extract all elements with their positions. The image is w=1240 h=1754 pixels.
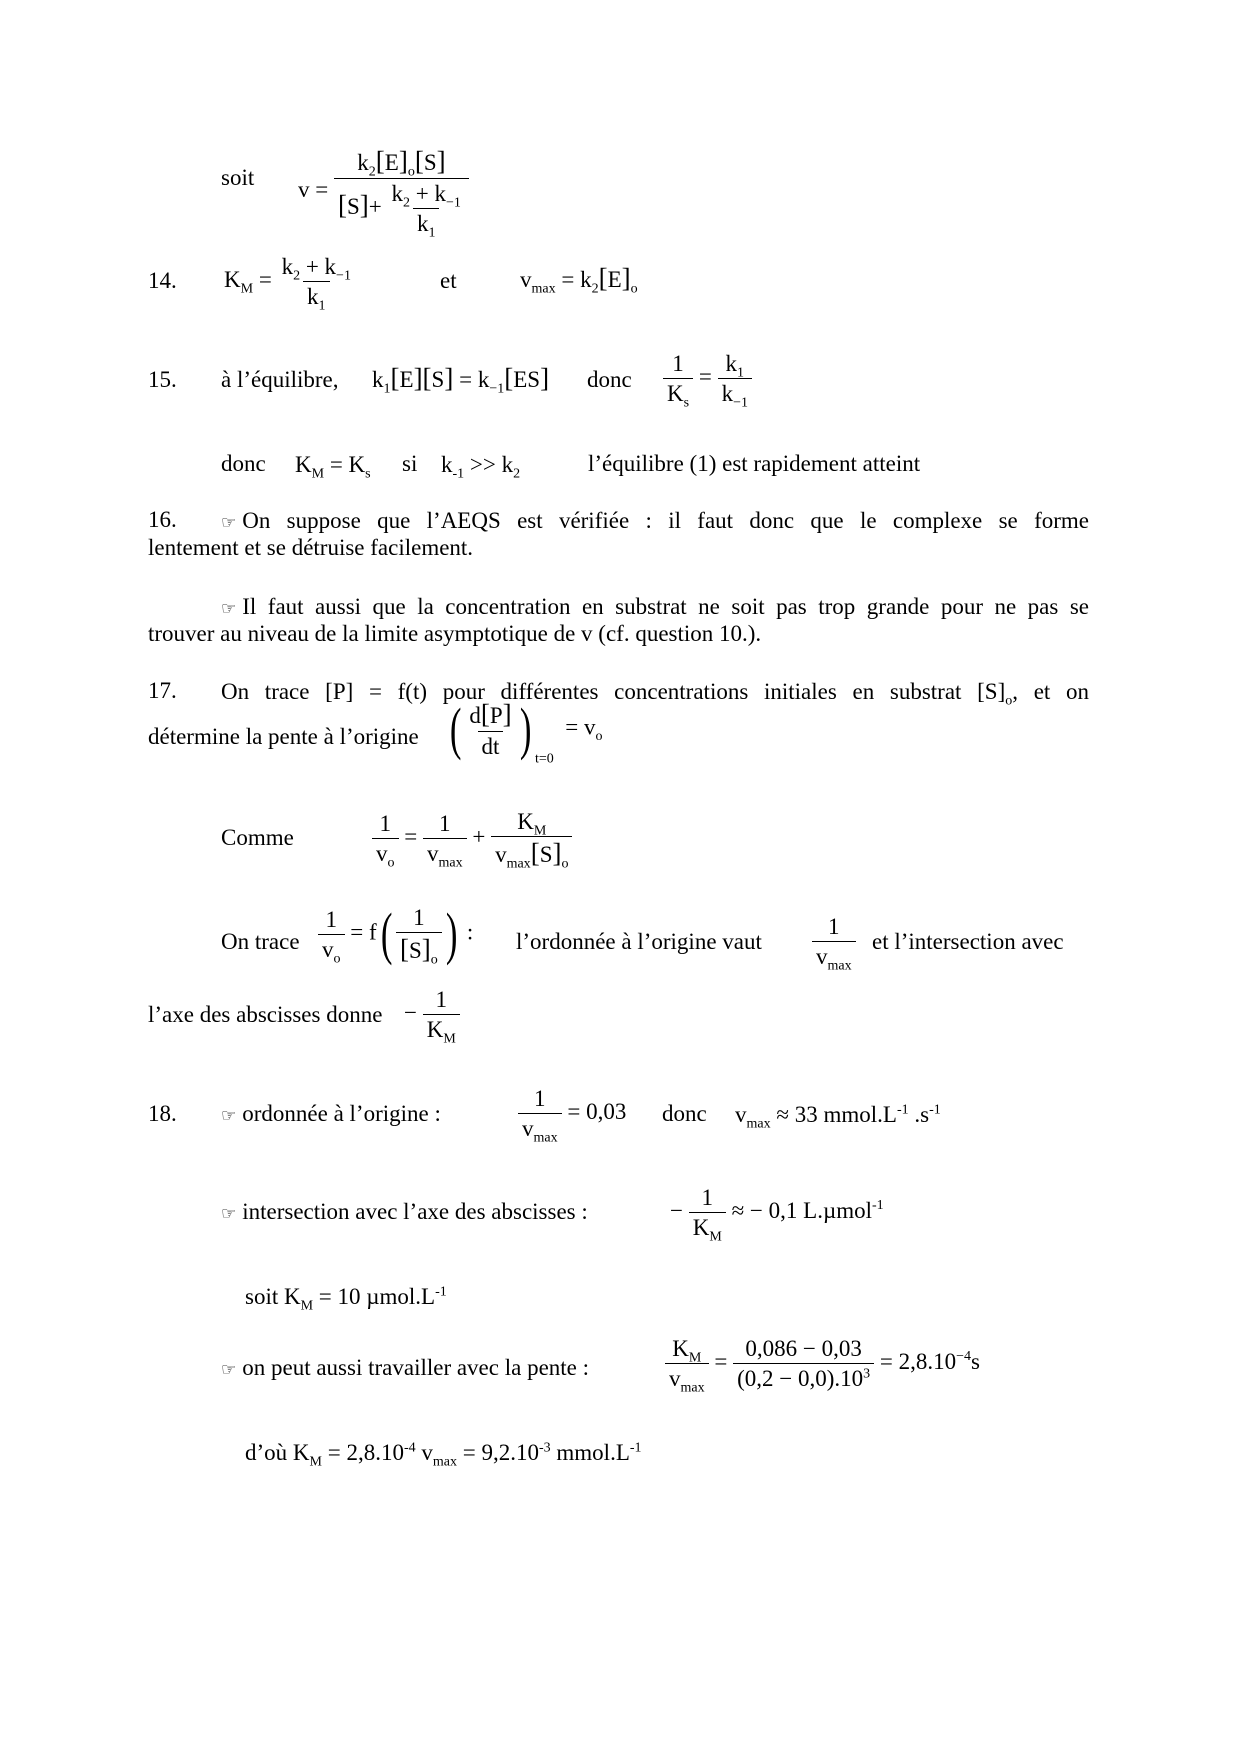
- q16-para2-line2: trouver au niveau de la limite asymptotique de v (cf. question 10.).: [148, 621, 762, 646]
- km-definition: $K_M$ = $\frac{k_2 + k_{-1}}{k_1}$: [224, 254, 351, 314]
- equilibrium-intro: à l’équilibre,: [221, 367, 339, 392]
- pointing-hand-icon: ☞: [221, 1204, 237, 1224]
- pente-item: ☞ on peut aussi travailler avec la pente :: [221, 1355, 590, 1380]
- equilibrium-equation: $k_1[E][S] = k_{-1}[ES]$: [372, 363, 550, 397]
- minus-inverse-km: − $\frac{1}{K_M}$: [404, 988, 460, 1041]
- ordonnee-text: l’ordonnée à l’origine vaut: [516, 929, 762, 954]
- q16-para1-line1: ☞ On suppose que l’AEQS est vérifiée : il faut donc que le complexe se forme: [221, 506, 1089, 535]
- km-equals-ks: $K_M = K_s$: [295, 452, 371, 482]
- question-number-16: 16.: [148, 507, 177, 532]
- pointing-hand-icon: ☞: [221, 1106, 237, 1126]
- equilibrium-note: l’équilibre (1) est rapidement atteint: [588, 451, 921, 476]
- slope-calculation: $\frac{K_M}{v_{max}}$ = $\frac{0,086 - 0,03}{(0,2 - 0,0).10^3}$ = $2,8.10^{-4}s$: [665, 1337, 980, 1390]
- q16-para2-line1: ☞ Il faut aussi que la concentration en substrat ne soit pas trop grande pour ne pas se: [221, 592, 1089, 621]
- et-intersection-text: et l’intersection avec: [872, 929, 1064, 954]
- intersection-value: − $\frac{1}{K_M}$ ≈ − 0,1 L.µmol$^{-1}$: [670, 1185, 884, 1245]
- question-number-14: 14.: [148, 268, 177, 293]
- q16-para1-line2: lentement et se détruise facilement.: [148, 535, 474, 560]
- initial-slope-expression: ( $\frac{d[P]}{dt}$ ) $_{t=0} = v_o$: [449, 696, 603, 767]
- plot-definition: $\frac{1}{v_o}$ = f( $\frac{1}{[S]_o}$ ) :: [318, 905, 473, 963]
- q17-line1: On trace [P] = f(t) pour différentes concentrations initiales en substrat $[S]_o$, et on: [221, 679, 1089, 706]
- ordonnee-item: ☞ ordonnée à l’origine :: [221, 1101, 441, 1126]
- vmax-definition: $v_{max} = k_2[E]_o$: [520, 263, 638, 297]
- rate-equation: v = $k_2[E]_o[S]$ [S]+ $\frac{k_2 + k_{-1}}{k_1}$: [298, 148, 469, 235]
- intercept-value: $\frac{1}{v_{max}}$ = 0,03: [518, 1087, 626, 1140]
- inverse-vmax: $\frac{1}{v_{max}}$: [812, 915, 856, 968]
- donc-label: donc: [587, 367, 632, 392]
- question-number-18: 18.: [148, 1101, 177, 1126]
- pointing-hand-icon: ☞: [221, 513, 237, 533]
- km-result: soit $K_M = 10$ $\mu mol.L^{-1}$: [245, 1284, 447, 1314]
- lineweaver-burk-equation: $\frac{1}{v_o}$ = $\frac{1}{v_{max}}$ + $\frac{K_M}{v_{max}[S]_o}$: [372, 810, 572, 867]
- ks-relation: $\frac{1}{K_s}$ = $\frac{k_1}{k_{-1}}$: [663, 352, 752, 405]
- comme-label: Comme: [221, 825, 294, 850]
- question-number-15: 15.: [148, 367, 177, 392]
- donc-label-18: donc: [662, 1101, 707, 1126]
- si-label: si: [402, 451, 418, 476]
- pointing-hand-icon: ☞: [221, 599, 237, 619]
- km-final-result: d’où $K_M = 2,8.10^{-4}$ $v_{max} = 9,2.10^{-3}$ $mmol.L^{-1}$: [245, 1440, 642, 1470]
- axe-abscisses-text: l’axe des abscisses donne: [148, 1002, 383, 1027]
- vmax-result: $v_{max} \approx 33$ $mmol.L^{-1}$ $.s^{-1}$: [735, 1102, 941, 1132]
- intersection-item: ☞ intersection avec l’axe des abscisses :: [221, 1199, 588, 1224]
- soit-label: soit: [221, 165, 255, 190]
- on-trace-label: On trace: [221, 929, 300, 954]
- et-label: et: [440, 268, 457, 293]
- k-condition: $k_{-1} >> k_2$: [441, 452, 521, 482]
- q17-line2: détermine la pente à l’origine: [148, 724, 419, 749]
- donc-label-2: donc: [221, 451, 266, 476]
- question-number-17: 17.: [148, 678, 177, 703]
- pointing-hand-icon: ☞: [221, 1360, 237, 1380]
